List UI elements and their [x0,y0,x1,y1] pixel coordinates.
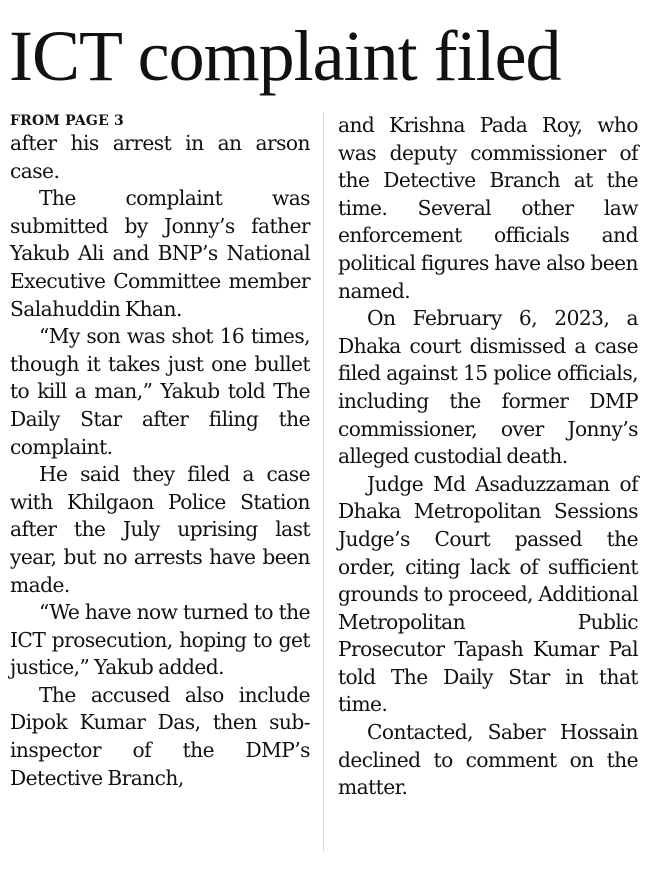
article-headline: ICT complaint filed [9,16,561,96]
paragraph: “We have now turned to the ICT prosecution, hoping to get justice,” Yakub added. [10,600,310,680]
jump-label: FROM PAGE 3 [10,113,124,129]
paragraph: Contacted, Saber Hossain declined to comment on the matter. [338,720,638,800]
paragraph: and Krishna Pada Roy, who was deputy commissioner of the Detective Branch at the time. Several other law enforcement officials and political figures have also been named. [338,113,638,303]
paragraph: “My son was shot 16 times, though it takes just one bullet to kill a man,” Yakub told The Daily Star after filing the complaint. [10,324,310,459]
paragraph: On February 6, 2023, a Dhaka court dismissed a case filed against 15 police officials, including the former DMP commissioner, over Jonny’s alleged custodial death. [338,306,638,469]
paragraph: The accused also include Dipok Kumar Das, then sub-inspector of the DMP’s Detective Branch, [10,682,310,790]
column-divider [323,112,324,852]
paragraph: Judge Md Asaduzzaman of Dhaka Metropolitan Sessions Judge’s Court passed the order, citing lack of sufficient grounds to proceed, Additional Metropolitan Public Prosecutor Tapash Kumar Pal told The Daily Star in that time. [338,471,638,717]
article-column-right [338,112,638,802]
paragraph: He said they filed a case with Khilgaon Police Station after the July uprising last year, but no arrests have been made. [10,462,310,597]
paragraph: The complaint was submitted by Jonny’s father Yakub Ali and BNP’s National Executive Committee member Salahuddin Khan. [10,186,310,321]
paragraph: after his arrest in an arson case. [10,131,310,183]
article-column-left [10,112,310,792]
